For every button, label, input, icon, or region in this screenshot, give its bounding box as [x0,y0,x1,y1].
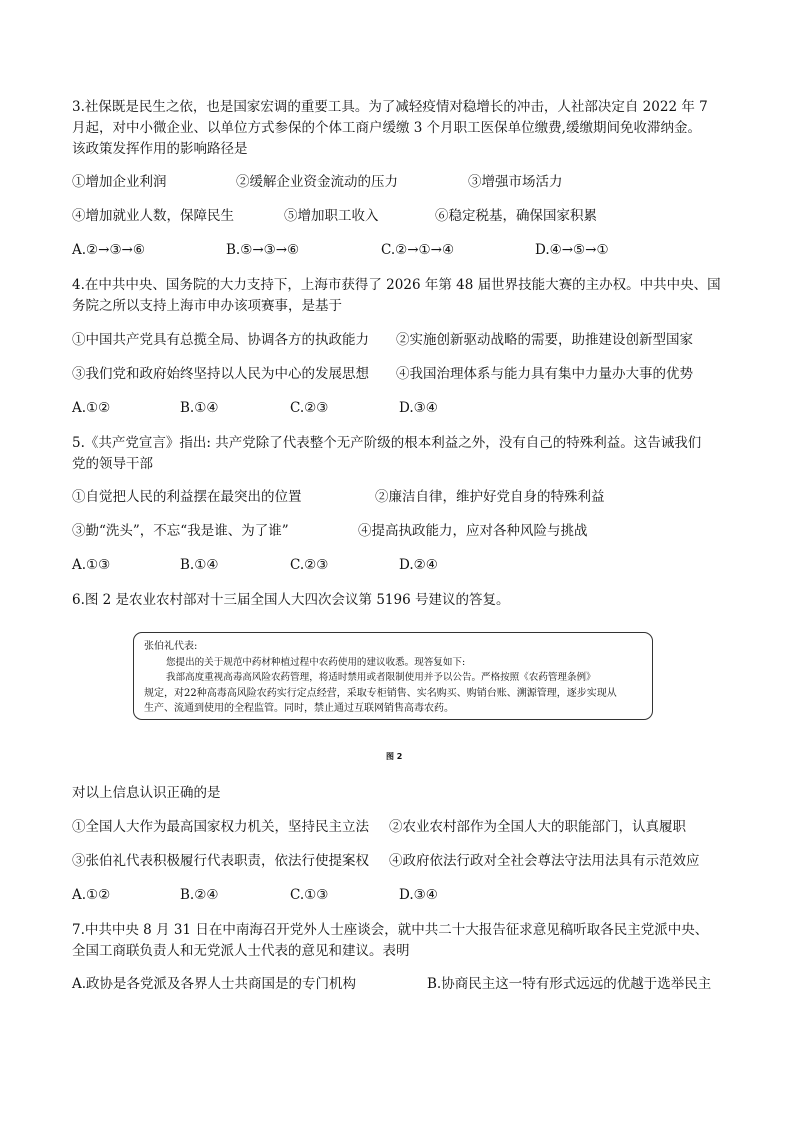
reply-line-2: 我部高度重视高毒高风险农药管理，将适时禁用或者限制使用并予以公告。严格按照《农药管理条例》 [166,672,596,683]
q4-choice-d: D.③④ [399,400,438,416]
q3-item-3: ③增强市场活力 [468,174,563,190]
q5-stem-line2: 党的领导干部 [72,456,153,472]
q3-choice-b: B.⑤→③→⑥ [226,242,300,258]
q3-stem-line2: 月起，对中小微企业、以单位方式参保的个体工商户缓缴 3 个月职工医保单位缴费,缓缴期间免收滞纳金。 [72,120,701,136]
q4-item-2: ②实施创新驱动战略的需要，助推建设创新型国家 [396,332,693,348]
q4-stem-line2: 务院之所以支持上海市申办该项赛事，是基于 [72,298,342,314]
q5-choice-c: C.②③ [290,557,329,573]
q5-item-3: ③勤“洗头”，不忘“我是谁、为了谁” [72,523,289,539]
q6-stem-line1: 6.图 2 是农业农村部对十三届全国人大四次会议第 5196 号建议的答复。 [72,592,510,608]
q4-choice-a: A.①② [72,400,111,416]
q3-item-2: ②缓解企业资金流动的压力 [236,174,398,190]
q4-stem-line1: 4.在中共中央、国务院的大力支持下，上海市获得了 2026 年第 48 届世界技能大赛的主办权。中共中央、国 [72,277,721,293]
q4-item-4: ④我国治理体系与能力具有集中力量办大事的优势 [396,366,693,382]
q3-choice-c: C.②→①→④ [381,242,455,258]
q6-item-2: ②农业农村部作为全国人大的职能部门，认真履职 [389,819,686,835]
q5-item-4: ④提高执政能力，应对各种风险与挑战 [358,523,588,539]
q3-stem-line1: 3.社保既是民生之依，也是国家宏调的重要工具。为了减轻疫情对稳增长的冲击，人社部决定自 2022 年 7 [72,99,708,115]
q6-choice-d: D.③④ [399,887,438,903]
q5-choice-d: D.②④ [399,557,438,573]
q6-choice-c: C.①③ [290,887,329,903]
q7-stem-line1: 7.中共中央 8 月 31 日在中南海召开党外人士座谈会，就中共二十大报告征求意见稿听取各民主党派中央、 [72,922,709,938]
q6-item-3: ③张伯礼代表积极履行代表职责，依法行使提案权 [72,853,369,869]
q5-item-2: ②廉洁自律，维护好党自身的特殊利益 [375,489,605,505]
q4-item-3: ③我们党和政府始终坚持以人民为中心的发展思想 [72,366,369,382]
q4-choice-b: B.①④ [180,400,219,416]
q3-item-1: ①增加企业利润 [72,174,167,190]
reply-line-4: 生产、流通到使用的全程监管。同时，禁止通过互联网销售高毒农药。 [144,703,454,714]
q4-item-1: ①中国共产党具有总揽全局、协调各方的执政能力 [72,332,369,348]
q3-stem-line3: 该政策发挥作用的影响路径是 [72,141,248,157]
q3-choice-a: A.②→③→⑥ [72,242,145,258]
q6-choice-a: A.①② [72,887,111,903]
q6-question: 对以上信息认识正确的是 [72,785,221,801]
q6-item-4: ④政府依法行政对全社会尊法守法用法具有示范效应 [389,853,700,869]
q6-choice-b: B.②④ [180,887,219,903]
reply-salutation: 张伯礼代表: [144,641,198,652]
q4-choice-c: C.②③ [290,400,329,416]
q7-choice-b: B.协商民主这一特有形式远远的优越于选举民主 [427,976,712,992]
q3-item-4: ④增加就业人数，保障民生 [72,208,234,224]
q3-choice-d: D.④→⑤→① [535,242,609,258]
q3-item-6: ⑥稳定税基，确保国家积累 [435,208,597,224]
reply-letter-box [133,632,653,720]
q5-stem-line1: 5.《共产党宣言》指出: 共产党除了代表整个无产阶级的根本利益之外，没有自己的特殊利益。这告诫我们 [72,435,702,451]
q5-choice-b: B.①④ [180,557,219,573]
q5-choice-a: A.①③ [72,557,111,573]
reply-line-1: 您提出的关于规范中药材种植过程中农药使用的建议收悉。现答复如下: [166,656,466,668]
reply-line-3: 规定，对22种高毒高风险农药实行定点经营，采取专柜销售、实名购买、购销台账、溯源管理，逐步实现从 [144,687,617,699]
q5-item-1: ①自觉把人民的利益摆在最突出的位置 [72,489,302,505]
figure-caption: 图 2 [386,752,403,761]
q3-item-5: ⑤增加职工收入 [284,208,379,224]
q7-stem-line2: 全国工商联负责人和无党派人士代表的意见和建议。表明 [72,943,410,959]
q7-choice-a: A.政协是各党派及各界人士共商国是的专门机构 [72,976,357,992]
q6-item-1: ①全国人大作为最高国家权力机关，坚持民主立法 [72,819,369,835]
